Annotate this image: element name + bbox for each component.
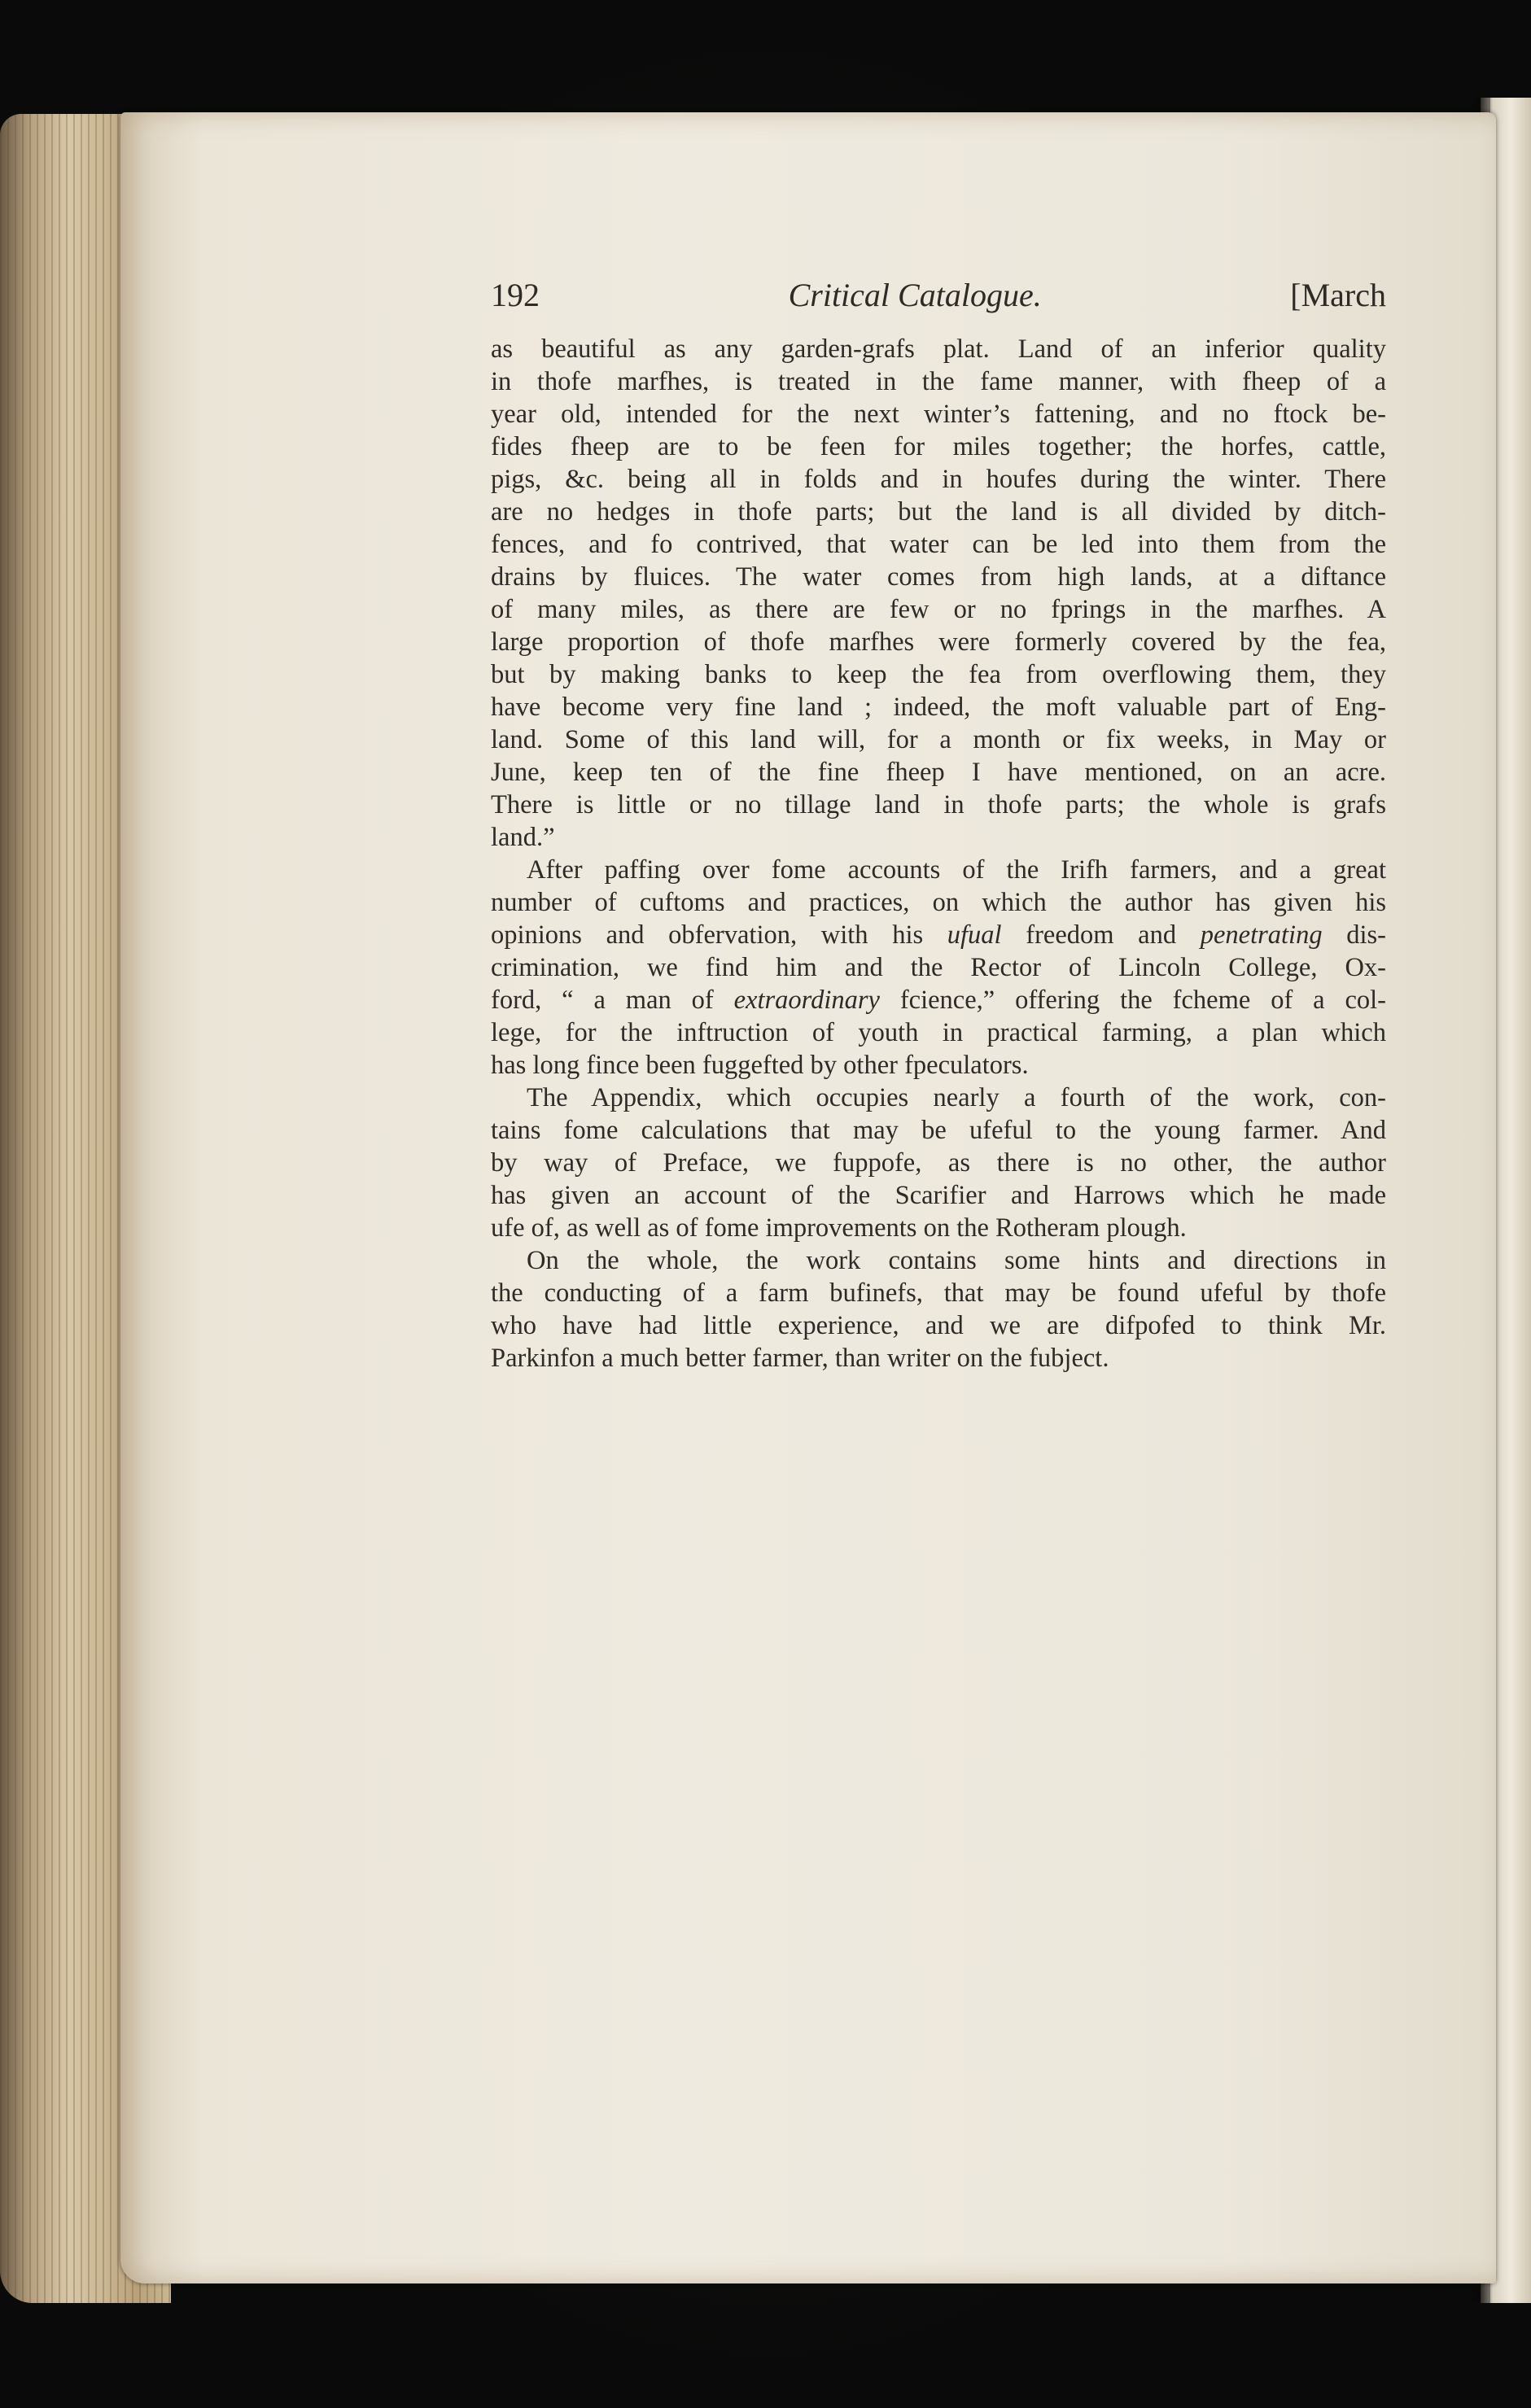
book-page xyxy=(120,112,1496,2283)
italic-run: penetrating xyxy=(1200,920,1323,950)
text-line: the conducting of a farm bufinefs, that may be found ufeful by thofe xyxy=(491,1278,1386,1308)
text-run: fcience,” offering the fcheme of a col- xyxy=(879,985,1387,1015)
section-label: [March xyxy=(1290,277,1386,313)
text-line: drains by fluices. The water comes from high lands, at a diftance xyxy=(491,562,1386,592)
text-run: opinions and obfervation, with his xyxy=(491,920,947,950)
text-line: are no hedges in thofe parts; but the land is all divided by ditch- xyxy=(491,497,1386,527)
text-line: tains fome calculations that may be ufeful to the young farmer. And xyxy=(491,1116,1386,1145)
text-line: has given an account of the Scarifier and Harrows which he made xyxy=(491,1181,1386,1210)
text-run: dis- xyxy=(1322,920,1386,950)
text-line: crimination, we find him and the Rector of Lincoln College, Ox- xyxy=(491,953,1386,982)
italic-run: extraordinary xyxy=(733,985,880,1015)
text-line xyxy=(491,919,1386,951)
text-line: year old, intended for the next winter’s fattening, and no ftock be- xyxy=(491,400,1386,429)
text-block xyxy=(491,279,1386,1374)
italic-run: ufual xyxy=(947,920,1002,950)
text-line: as beautiful as any garden-grafs plat. Land of an inferior quality xyxy=(491,334,1386,364)
text-line: There is little or no tillage land in thofe parts; the whole is grafs xyxy=(491,790,1386,819)
text-line xyxy=(491,984,1386,1016)
text-run: freedom and xyxy=(1001,920,1201,950)
text-line: land.” xyxy=(491,823,555,852)
text-line: After paffing over fome accounts of the Irifh farmers, and a great xyxy=(527,855,1386,885)
text-line: of many miles, as there are few or no fprings in the marfhes. A xyxy=(491,595,1386,624)
text-line: fides fheep are to be feen for miles together; the horfes, cattle, xyxy=(491,432,1386,461)
text-line: June, keep ten of the fine fheep I have mentioned, on an acre. xyxy=(491,758,1386,787)
text-line: has long fince been fuggefted by other fpeculators. xyxy=(491,1051,1029,1080)
text-line: who have had little experience, and we are difpofed to think Mr. xyxy=(491,1311,1386,1340)
text-line: On the whole, the work contains some hints and directions in xyxy=(527,1246,1386,1275)
text-line: ufe of, as well as of fome improvements on the Rotheram plough. xyxy=(491,1213,1187,1243)
running-title: Critical Catalogue. xyxy=(788,277,1042,313)
text-line: lege, for the inftruction of youth in practical farming, a plan which xyxy=(491,1018,1386,1047)
text-line: pigs, &c. being all in folds and in houfes during the winter. There xyxy=(491,465,1386,494)
text-line: have become very fine land ; indeed, the moft valuable part of Eng- xyxy=(491,693,1386,722)
text-line: The Appendix, which occupies nearly a fourth of the work, con- xyxy=(527,1083,1386,1112)
text-run: ford, “ a man of xyxy=(491,985,734,1015)
page-number: 192 xyxy=(491,277,540,313)
text-line: fences, and fo contrived, that water can be led into them from the xyxy=(491,530,1386,559)
text-line: in thofe marfhes, is treated in the fame manner, with fheep of a xyxy=(491,367,1386,396)
text-line: number of cuftoms and practices, on which the author has given his xyxy=(491,888,1386,917)
text-line: by way of Preface, we fuppofe, as there is no other, the author xyxy=(491,1148,1386,1178)
body-text xyxy=(491,333,1386,1374)
running-header xyxy=(491,279,1386,312)
text-line: land. Some of this land will, for a month or fix weeks, in May or xyxy=(491,725,1386,754)
text-line: Parkinfon a much better farmer, than writer on the fubject. xyxy=(491,1344,1109,1373)
text-line: but by making banks to keep the fea from overflowing them, they xyxy=(491,660,1386,689)
text-line: large proportion of thofe marfhes were formerly covered by the fea, xyxy=(491,627,1386,657)
